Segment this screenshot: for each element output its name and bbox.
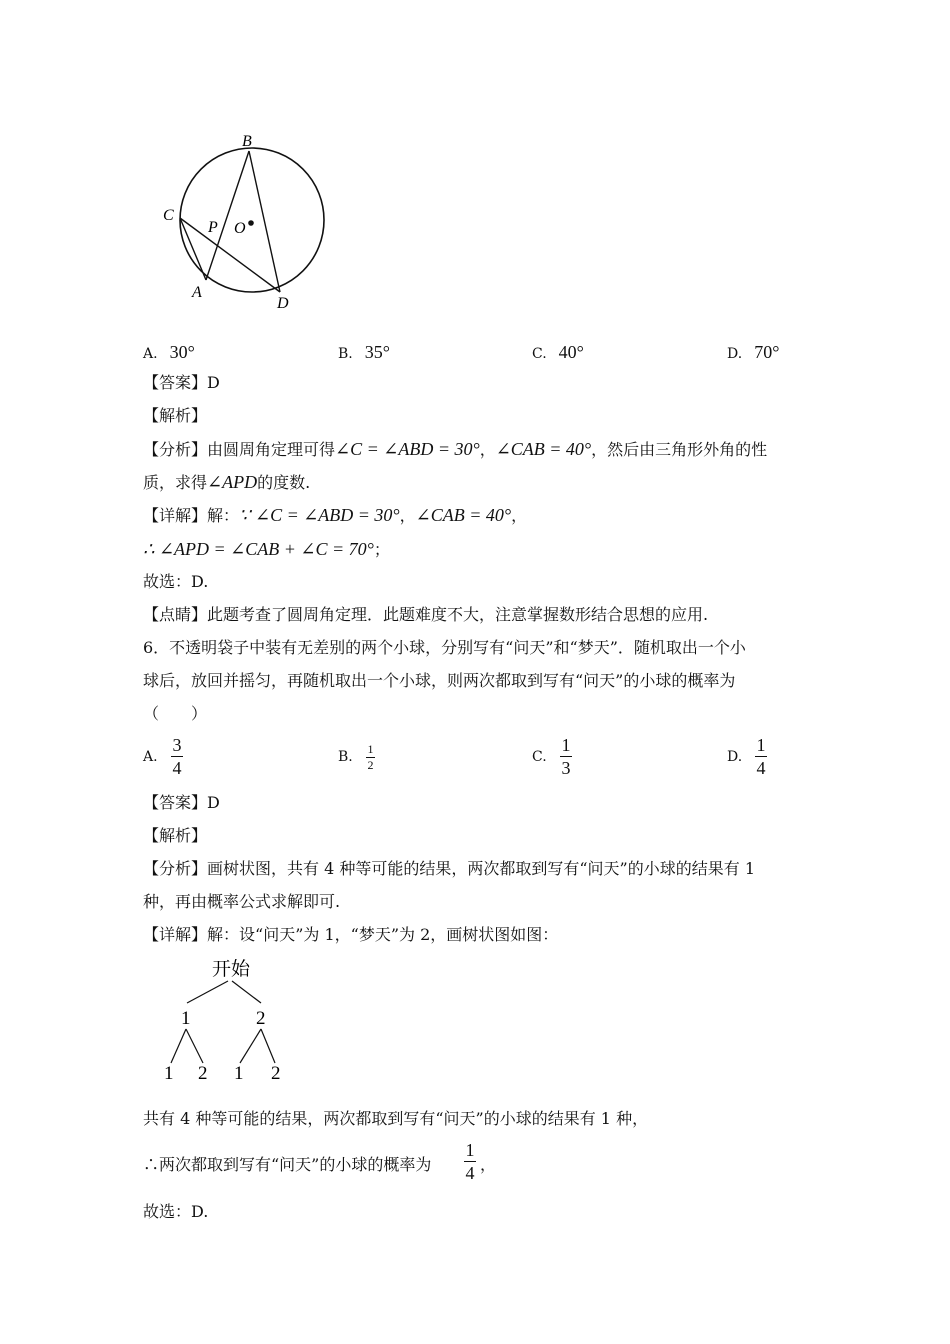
q6-stem-line2: 球后，放回并摇匀，再随机取出一个小球，则两次都取到写有“问天”的小球的概率为 [143,671,736,690]
q5-option-b: B. 35° [338,342,390,362]
q6-option-d-letter: D. [727,749,743,765]
q5-xiangjie: 【详解】解：∵ ∠C = ∠ABD = 30°，∠CAB = 40°， [143,505,528,525]
q6-option-b-fraction: 1 2 [367,742,374,772]
label-p: P [208,219,218,236]
q5-dianjing: 【点睛】此题考查了圆周角定理．此题难度不大，注意掌握数形结合思想的应用. [143,605,709,624]
q6-fenxi-line2: 种，再由概率公式求解即可. [143,892,341,911]
tree-level1-node: 2 [256,1008,266,1029]
q5-answer: 【答案】D [143,373,220,392]
q6-stem-line1: 6．不透明袋子中装有无差别的两个小球，分别写有“问天”和“梦天”．随机取出一个小 [143,638,746,657]
q5-option-c: C. 40° [532,342,584,362]
segment-bd [249,151,280,292]
tree-edge-2-1 [240,1029,261,1063]
label-c: C [163,207,174,224]
q5-step: ∴ ∠APD = ∠CAB + ∠C = 70°； [143,539,390,559]
q6-option-c-fraction: 1 3 [561,735,571,778]
segment-ba [206,151,249,280]
q6-option-d-fraction: 1 4 [756,735,766,778]
label-b: B [242,133,252,150]
q6-option-a-letter: A. [143,749,158,765]
tree-edge-root-2 [232,981,261,1003]
q5-fenxi-line1: 【分析】由圆周角定理可得∠C = ∠ABD = 30°，∠CAB = 40°，然后由三角形外角的性 [143,439,768,459]
q5-option-a: A. 30° [143,342,195,362]
q6-option-c-letter: C. [532,749,547,765]
q6-prob-fraction: 1 4 [465,1140,475,1183]
q6-answer: 【答案】D [143,793,220,812]
tree-edge-1-2 [186,1029,203,1063]
q5-option-d: D. 70° [727,342,780,362]
q5-jiexi: 【解析】 [143,406,208,425]
tree-root: 开始 [212,959,251,980]
label-a: A [192,284,202,301]
q6-result: 共有 4 种等可能的结果，两次都取到写有“问天”的小球的结果有 1 种， [143,1109,649,1128]
q6-prob: ∴两次都取到写有“问天”的小球的概率为 [143,1155,432,1174]
q6-choose: 故选：D. [143,1202,209,1221]
tree-leaf: 1 [234,1063,244,1084]
tree-leaf: 1 [164,1063,174,1084]
circle-figure [150,125,340,315]
q6-stem-line3: （ ） [143,704,208,723]
tree-leaf: 2 [271,1063,281,1084]
label-d: D [277,295,289,312]
tree-diagram [155,955,305,1085]
q6-option-b-letter: B. [338,749,353,765]
tree-edge-1-1 [171,1029,186,1063]
tree-level1-node: 1 [181,1008,191,1029]
tree-leaf: 2 [198,1063,208,1084]
q5-fenxi-line2: 质，求得∠APD的度数. [143,472,311,492]
q6-xiangjie: 【详解】解：设“问天”为 1，“梦天”为 2，画树状图如图： [143,925,559,944]
label-o: O [234,220,246,237]
q5-choose: 故选：D. [143,572,209,591]
q6-fenxi-line1: 【分析】画树状图，共有 4 种等可能的结果，两次都取到写有“问天”的小球的结果有 1 [143,859,755,878]
q6-option-a-fraction: 3 4 [172,735,182,778]
q6-jiexi: 【解析】 [143,826,208,845]
tree-edge-root-1 [187,981,228,1003]
q6-prob-end: ， [480,1155,497,1174]
tree-edge-2-2 [261,1029,275,1063]
center-dot [248,220,254,226]
